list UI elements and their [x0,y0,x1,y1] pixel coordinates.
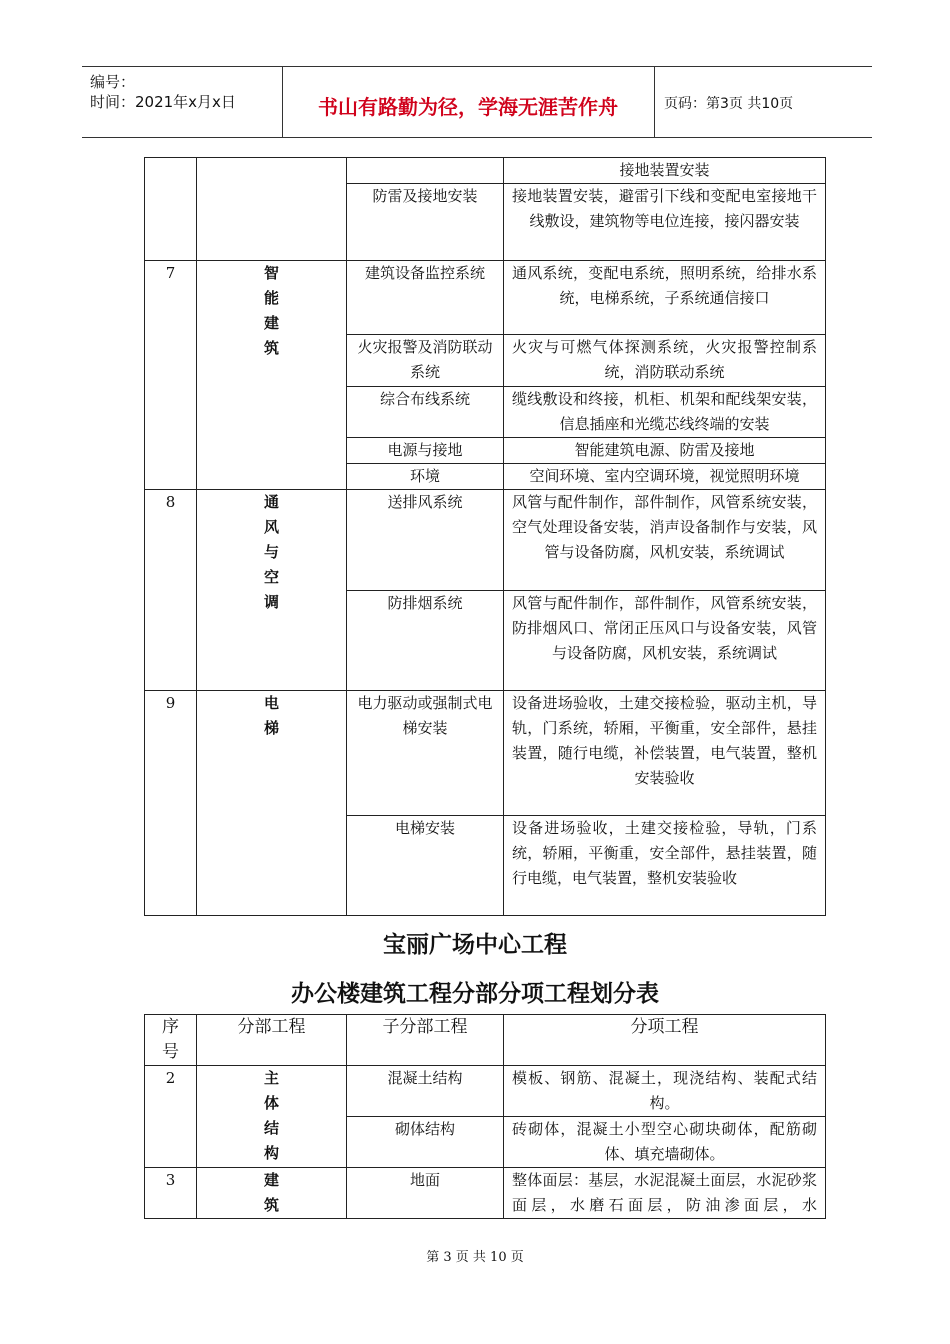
item-cell: 缆线敷设和终接，机柜、机架和配线架安装，信息插座和光缆芯线终端的安装 [504,387,826,438]
item-cell: 风管与配件制作，部件制作，风管系统安装，空气处理设备安装，消声设备制作与安装，风管与设备防腐，风机安装，系统调试 [504,490,826,591]
table-header-row [145,1015,826,1066]
division-label: 主体结构 [263,1069,279,1162]
item-cell: 风管与配件制作，部件制作，风管系统安装，防排烟风口、常闭正压风口与设备安装，风管与设备防腐，风机安装，系统调试 [504,591,826,691]
division-cell [197,158,347,261]
sub-cell: 防排烟系统 [347,591,504,691]
num-cell: 9 [145,691,197,916]
division-label: 电梯 [263,694,279,737]
table-row [145,1066,826,1117]
page-header [82,66,872,138]
item-cell [504,1168,826,1219]
item-cell: 接地装置安装，避雷引下线和变配电室接地干线敷设，建筑物等电位连接，接闪器安装 [504,184,826,261]
division-cell [197,490,347,691]
item-cell: 空间环境、室内空调环境，视觉照明环境 [504,464,826,490]
item-cell: 火灾与可燃气体探测系统，火灾报警控制系统，消防联动系统 [504,335,826,387]
sub-cell: 混凝土结构 [347,1066,504,1117]
sub-cell: 综合布线系统 [347,387,504,438]
sub-cell: 建筑设备监控系统 [347,261,504,335]
division-cell [197,261,347,490]
sub-cell: 火灾报警及消防联动系统 [347,335,504,387]
header-motto-cell [282,67,655,137]
item-cell-text: 整体面层：基层，水泥混凝土面层，水泥砂浆面层，水磨石面层，防油渗面层，水 [512,1171,817,1214]
header-num [145,1015,197,1066]
sub-cell: 砌体结构 [347,1117,504,1168]
num-cell: 3 [145,1168,197,1219]
division-label: 通风与空调 [263,493,279,611]
page-footer: 第 3 页 共 10 页 [426,1250,524,1265]
sub-cell: 环境 [347,464,504,490]
num-cell: 8 [145,490,197,691]
header-division: 分部工程 [197,1015,347,1066]
sub-cell [347,158,504,184]
header-meta [82,67,283,137]
table-row [145,691,826,816]
sub-cell: 防雷及接地安装 [347,184,504,261]
division-label: 建筑 [263,1171,279,1214]
division-cell [197,1066,347,1168]
division-cell [197,1168,347,1219]
num-cell [145,158,197,261]
header-num-label: 序号 [162,1017,179,1062]
header-page-info: 页码：第3页 共10页 [664,96,794,112]
division-table [144,1014,826,1219]
motto: 书山有路勤为径，学海无涯苦作舟 [318,95,618,119]
sub-cell: 电力驱动或强制式电梯安装 [347,691,504,816]
sub-cell: 电源与接地 [347,438,504,464]
item-cell: 设备进场验收，土建交接检验，导轨，门系统，轿厢，平衡重，安全部件，悬挂装置，随行电缆，电气装置，整机安装验收 [504,816,826,916]
num-cell: 2 [145,1066,197,1168]
item-cell: 设备进场验收，土建交接检验，驱动主机，导轨，门系统，轿厢，平衡重，安全部件，悬挂装置，随行电缆，补偿装置，电气装置，整机安装验收 [504,691,826,816]
project-title: 宝丽广场中心工程 [383,932,567,958]
sub-cell: 电梯安装 [347,816,504,916]
table-row [145,490,826,591]
code-label: 编号： [90,73,136,91]
time-label: 时间：2021年x月x日 [90,93,236,111]
item-cell: 通风系统，变配电系统，照明系统，给排水系统，电梯系统，子系统通信接口 [504,261,826,335]
division-table-continued [144,157,826,916]
num-cell: 7 [145,261,197,490]
table-row [145,261,826,335]
item-cell: 砖砌体，混凝土小型空心砌块砌体，配筋砌体、填充墙砌体。 [504,1117,826,1168]
item-cell: 智能建筑电源、防雷及接地 [504,438,826,464]
table-row [145,1168,826,1219]
header-sub: 子分部工程 [347,1015,504,1066]
division-cell [197,691,347,916]
sub-cell: 地面 [347,1168,504,1219]
sub-cell: 送排风系统 [347,490,504,591]
table-row [145,158,826,184]
item-cell: 接地装置安装 [504,158,826,184]
division-label: 智能建筑 [263,264,279,357]
header-page-cell [654,67,872,137]
item-cell: 模板、钢筋、混凝土，现浇结构、装配式结构。 [504,1066,826,1117]
header-item: 分项工程 [504,1015,826,1066]
table-title: 办公楼建筑工程分部分项工程划分表 [291,981,659,1007]
